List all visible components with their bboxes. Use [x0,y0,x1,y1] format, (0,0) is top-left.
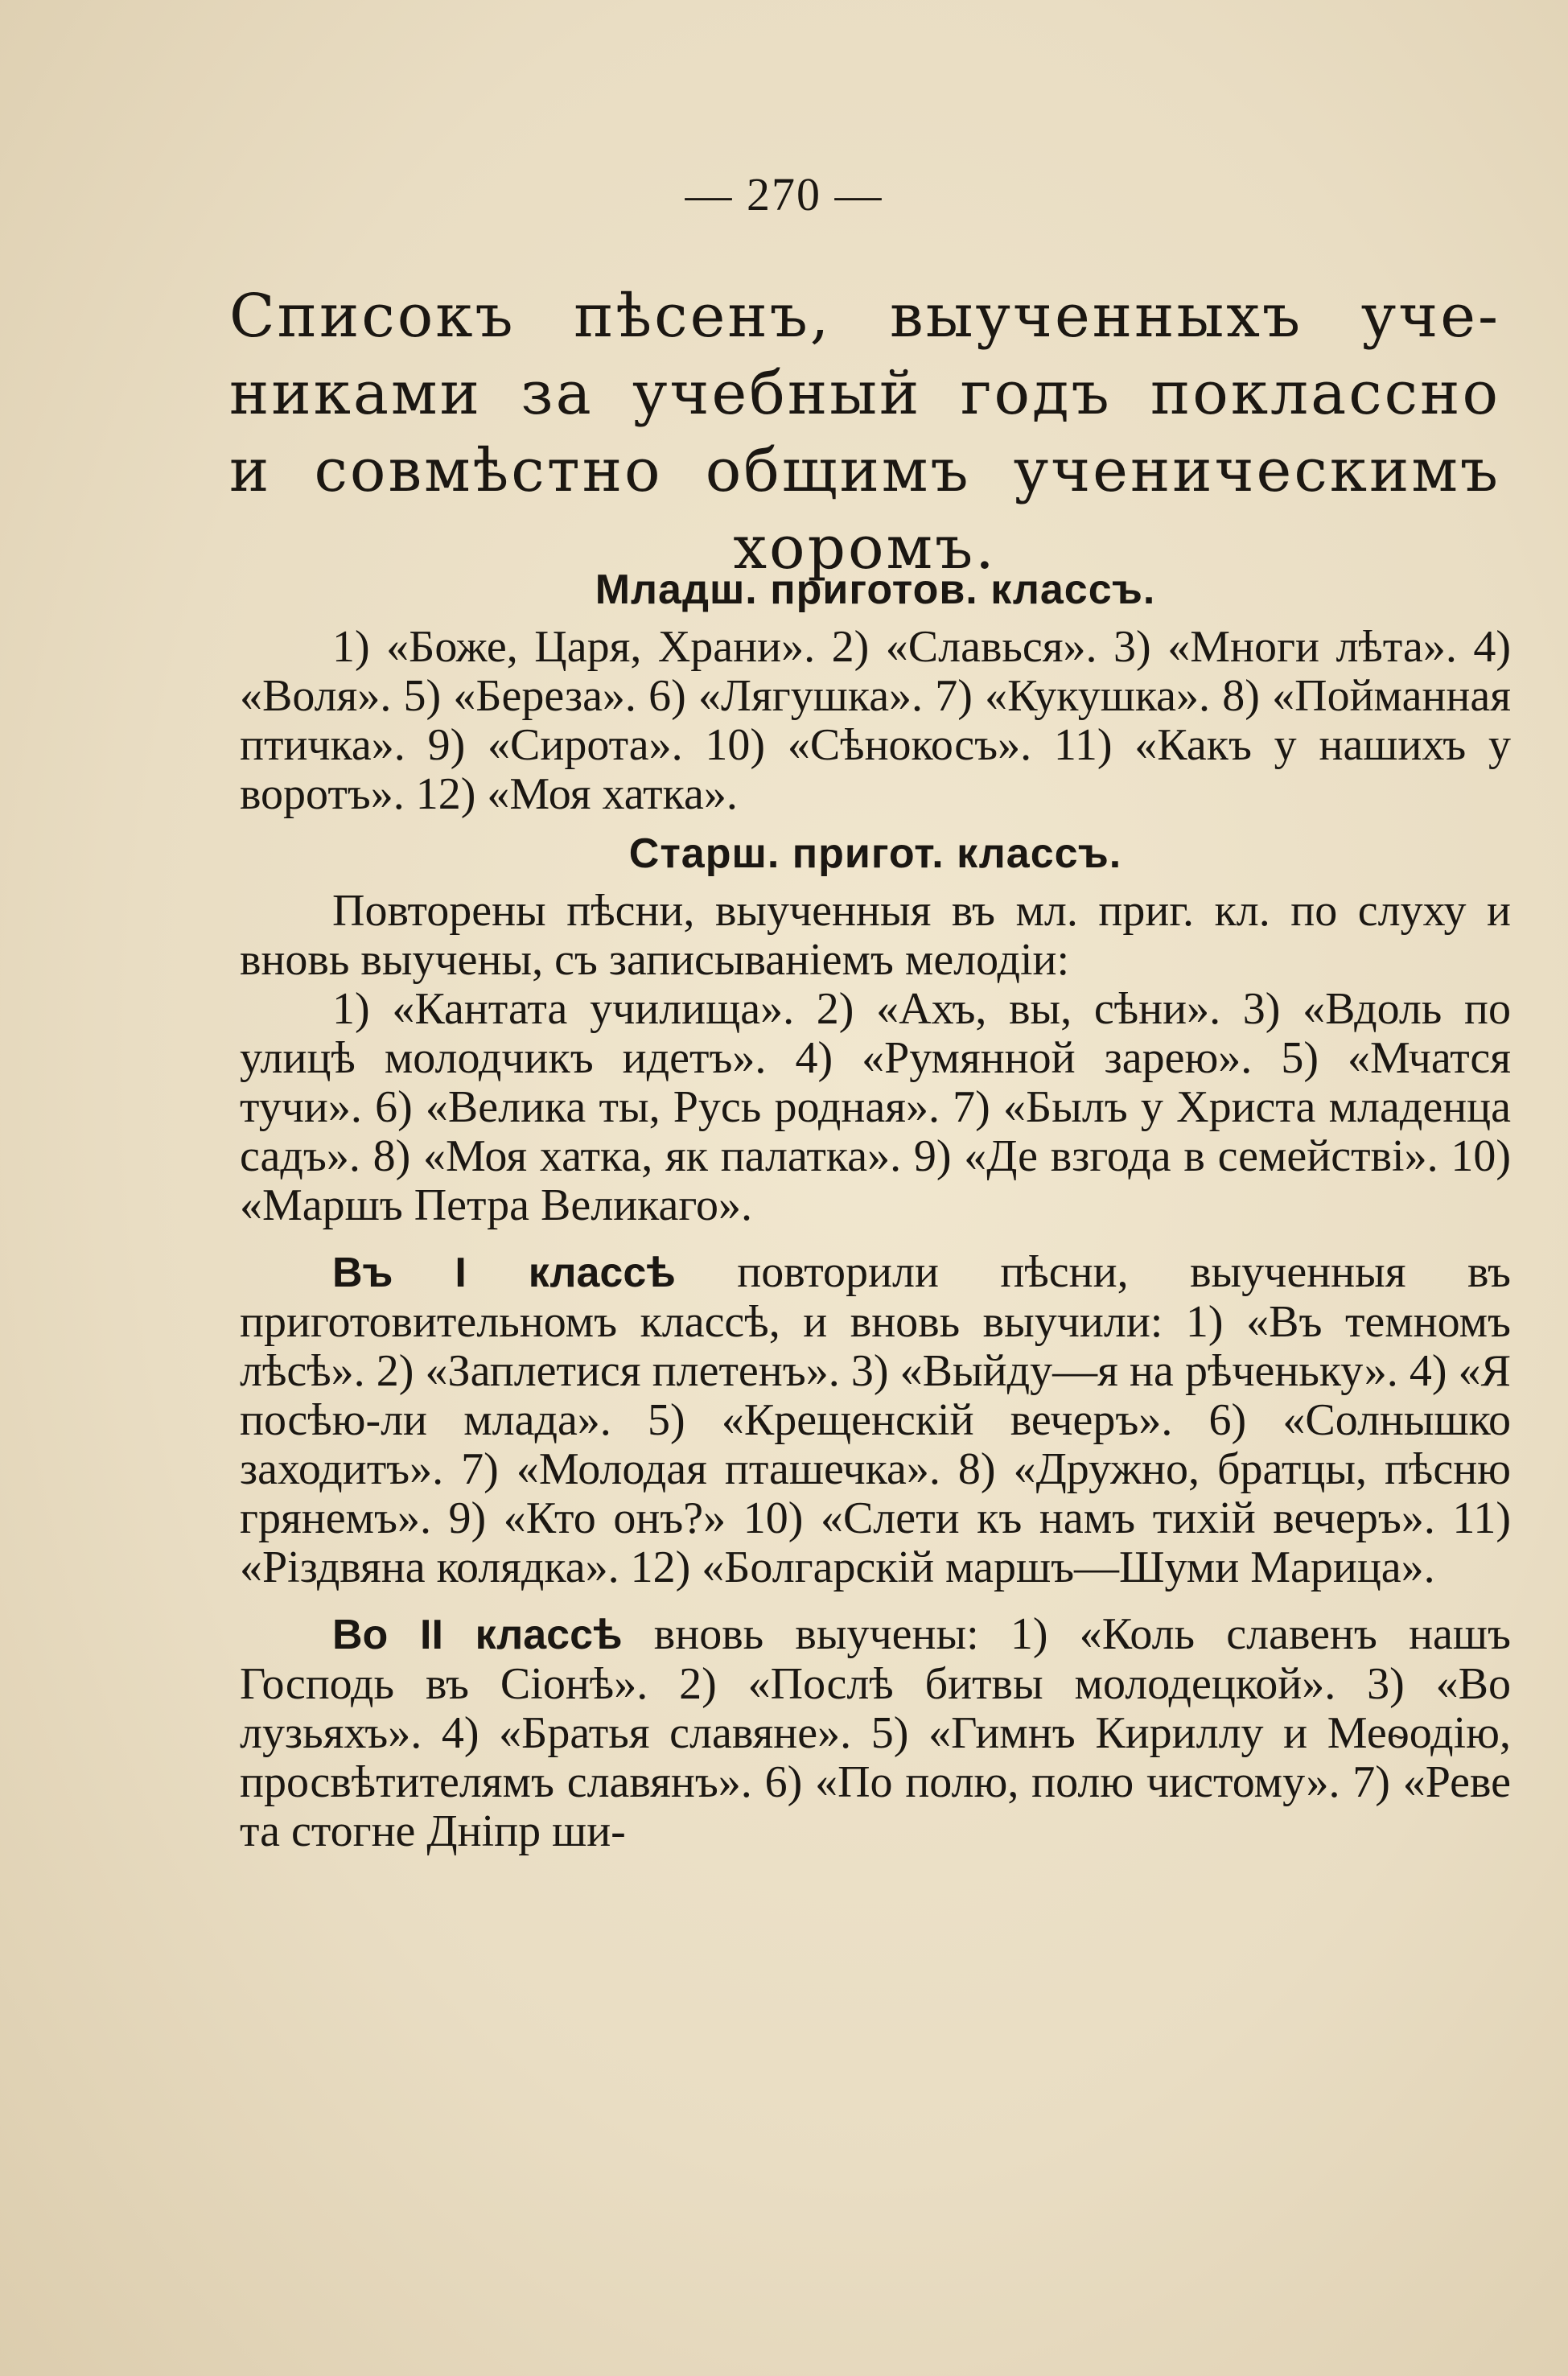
spacer [240,1592,1511,1610]
title-line: хоромъ. [733,513,997,583]
song-list-senior-prep: 1) «Кантата училища». 2) «Ахъ, вы, сѣни». 3) «Вдоль по улицѣ молодчикъ идетъ». 4) «Румянной зарею». 5) «Мчатся тучи». 6) «Велика ты, Русь родная». 7) «Былъ у Христа младенца садъ». 8) «Моя хатка, як палатка». 9) «Де взгода в семействі». 10) «Маршъ Петра Великаго». [240,984,1511,1230]
page-title [229,278,1500,587]
class-2-heading: Во II классѣ [332,1612,623,1658]
class-1-heading: Въ I классѣ [332,1250,676,1296]
title-line: никами за учебный годъ поклассно [229,359,1500,428]
class-1-text: повторили пѣсни, выученныя въ приготовительномъ классѣ, и вновь выучили: 1) «Въ темномъ лѣсѣ». 2) «Заплетися плетенъ». 3) «Выйду—я на рѣченьку». 4) «Я посѣю-ли млада». 5) «Крещенскій вечеръ». 6) «Солнышко заходитъ». 7) «Молодая пташечка». 8) «Дружно, братцы, пѣсню грянемъ». 9) «Кто онъ?» 10) «Слети къ намъ тихій вечеръ». 11) «Різдвяна колядка». 12) «Болгарскій маршъ—Шуми Марица». [240,1247,1511,1592]
body-text [240,555,1511,1856]
class-2-text: вновь выучены: 1) «Коль славенъ нашъ Господь въ Сіонѣ». 2) «Послѣ битвы молодецкой». 3) «Во лузьяхъ». 4) «Братья славяне». 5) «Гимнъ Кириллу и Меѳодію, просвѣтителямъ славянъ». 6) «По полю, полю чистому». 7) «Реве та стогне Дніпр ши- [240,1609,1511,1856]
section-heading-junior-prep: Младш. приготов. классъ. [595,566,1156,613]
section-heading-senior-prep: Старш. пригот. классъ. [628,830,1122,877]
class-1-paragraph [240,1248,1511,1592]
song-list-junior-prep: 1) «Боже, Царя, Храни». 2) «Славься». 3) «Многи лѣта». 4) «Воля». 5) «Береза». 6) «Лягушка». 7) «Кукушка». 8) «Пойманная птичка». 9) «Сирота». 10) «Сѣнокосъ». 11) «Какъ у нашихъ у воротъ». 12) «Моя хатка». [240,622,1511,819]
title-line: Списокъ пѣсенъ, выученныхъ уче- [229,282,1500,351]
senior-prep-intro: Повторены пѣсни, выученныя въ мл. приг. кл. по слуху и вновь выучены, съ записываніемъ мелодіи: [240,886,1511,985]
title-line: и совмѣстно общимъ ученическимъ [229,436,1500,505]
page-number: — 270 — [685,168,883,220]
spacer [240,1230,1511,1248]
class-2-paragraph [240,1610,1511,1856]
